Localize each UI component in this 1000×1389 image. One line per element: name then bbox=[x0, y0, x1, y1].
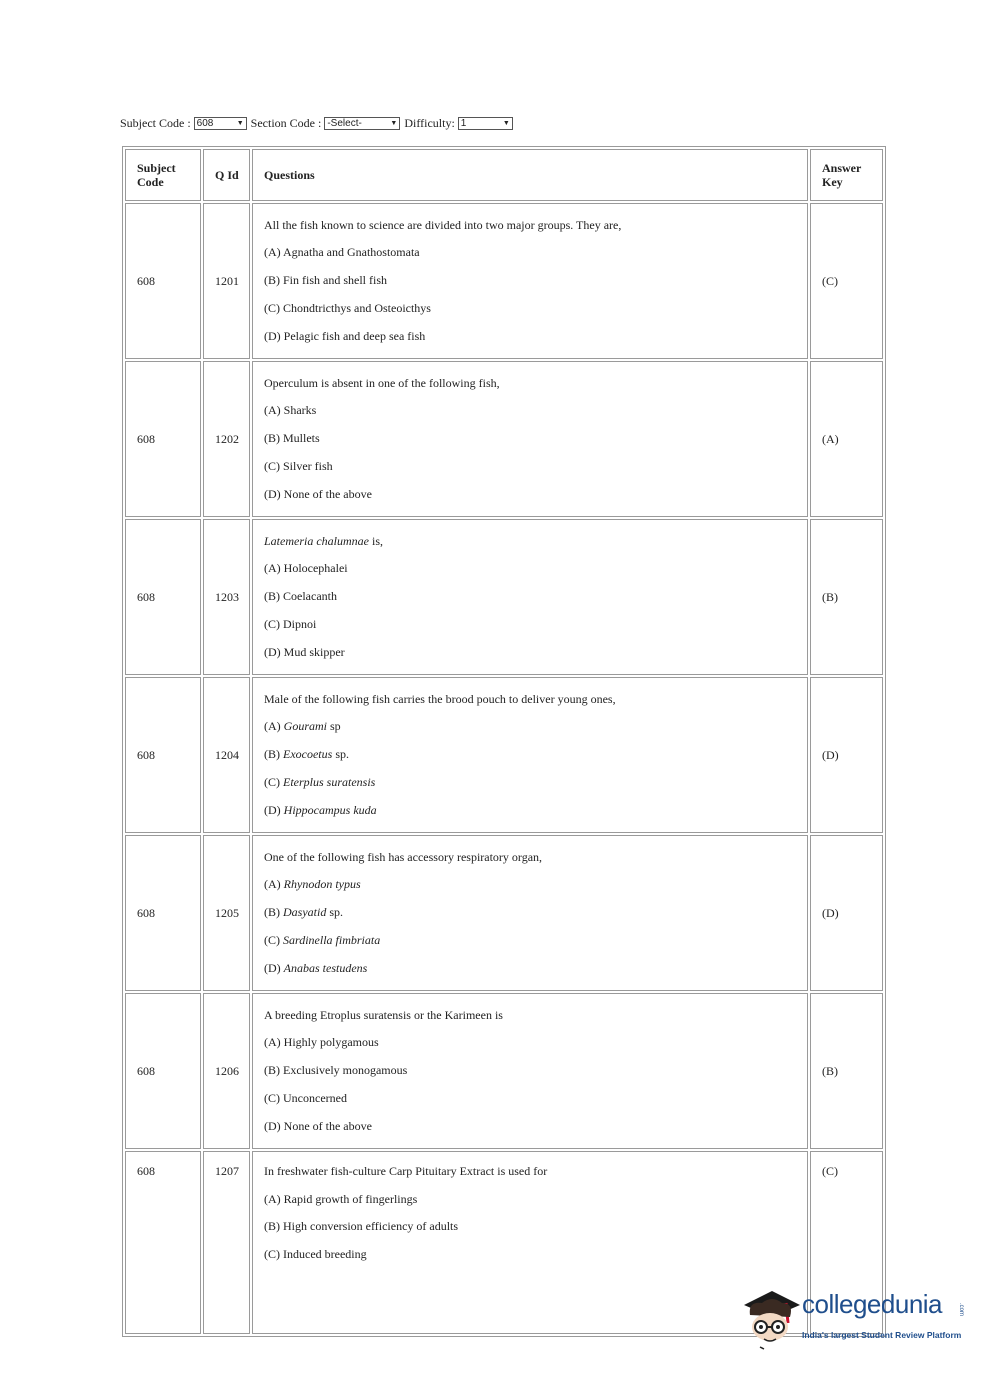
difficulty-value: 1 bbox=[460, 118, 467, 129]
species-name: Anabas testudens bbox=[283, 960, 368, 975]
cell-answer-key: (C) bbox=[810, 1151, 883, 1334]
option: (A) Rapid growth of fingerlings bbox=[264, 1191, 418, 1206]
species-name: Dasyatid bbox=[283, 905, 327, 920]
species-name: Exocoetus bbox=[283, 747, 333, 762]
question-text-rest: is, bbox=[368, 533, 383, 548]
option bbox=[264, 713, 807, 741]
cell-subject-code: 608 bbox=[125, 993, 201, 1149]
species-name: Sardinella fimbriata bbox=[283, 932, 381, 947]
option: (A) Highly polygamous bbox=[264, 1035, 379, 1050]
filter-bar bbox=[120, 116, 517, 131]
section-code-select[interactable] bbox=[324, 117, 400, 130]
brand-name: collegedunia bbox=[802, 1289, 943, 1319]
question-text bbox=[264, 528, 807, 556]
option: (B) High conversion efficiency of adults bbox=[264, 1219, 459, 1234]
option-prefix: (D) bbox=[264, 802, 284, 817]
cell-answer-key: (D) bbox=[810, 677, 883, 833]
table-row bbox=[125, 519, 883, 675]
cell-question bbox=[252, 519, 808, 675]
question-text: Male of the following fish carries the brood pouch to deliver young ones, bbox=[264, 691, 616, 706]
option bbox=[264, 769, 807, 797]
cell-subject-code: 608 bbox=[125, 203, 201, 359]
cell-answer-key: (D) bbox=[810, 835, 883, 991]
option: (A) Holocephalei bbox=[264, 561, 348, 576]
cell-q-id: 1206 bbox=[203, 993, 250, 1149]
section-code-label: Section Code : bbox=[250, 116, 322, 130]
option bbox=[264, 871, 807, 899]
option: (D) Mud skipper bbox=[264, 644, 345, 659]
option: (C) Unconcerned bbox=[264, 1090, 347, 1105]
option bbox=[264, 955, 807, 983]
cell-question bbox=[252, 677, 808, 833]
option: (D) Pelagic fish and deep sea fish bbox=[264, 328, 426, 343]
brand-domain: .com bbox=[958, 1303, 964, 1317]
cell-q-id: 1205 bbox=[203, 835, 250, 991]
option-suffix: sp. bbox=[332, 747, 349, 762]
difficulty-select[interactable] bbox=[458, 117, 513, 130]
option: (B) Exclusively monogamous bbox=[264, 1063, 408, 1078]
table-row bbox=[125, 677, 883, 833]
option: (C) Induced breeding bbox=[264, 1247, 367, 1262]
option-suffix: sp bbox=[327, 719, 341, 734]
question-text: One of the following fish has accessory respiratory organ, bbox=[264, 849, 543, 864]
subject-code-label: Subject Code : bbox=[120, 116, 191, 130]
table-row bbox=[125, 835, 883, 991]
cell-answer-key: (B) bbox=[810, 519, 883, 675]
cell-subject-code: 608 bbox=[125, 519, 201, 675]
option: (A) Sharks bbox=[264, 403, 317, 418]
option: (C) Chondtricthys and Osteoicthys bbox=[264, 300, 431, 315]
chevron-down-icon: ▼ bbox=[502, 120, 510, 127]
option: (B) Coelacanth bbox=[264, 589, 337, 604]
option: (B) Fin fish and shell fish bbox=[264, 273, 387, 288]
cell-q-id: 1201 bbox=[203, 203, 250, 359]
cell-question bbox=[252, 203, 808, 359]
question-text: In freshwater fish-culture Carp Pituitary Extract is used for bbox=[264, 1164, 548, 1178]
cell-question bbox=[252, 1151, 808, 1334]
cell-question bbox=[252, 361, 808, 517]
cell-answer-key: (A) bbox=[810, 361, 883, 517]
chevron-down-icon: ▼ bbox=[390, 120, 398, 127]
species-name: Gourami bbox=[283, 719, 328, 734]
species-name: Hippocampus kuda bbox=[283, 802, 377, 817]
subject-code-value: 608 bbox=[196, 118, 214, 129]
cell-q-id: 1207 bbox=[203, 1151, 250, 1334]
species-name: Rhynodon typus bbox=[283, 877, 361, 892]
question-table-container bbox=[122, 146, 886, 1262]
chevron-down-icon: ▼ bbox=[236, 120, 244, 127]
header-answer-key: Answer Key bbox=[810, 149, 883, 201]
question-table bbox=[122, 146, 886, 1337]
cell-q-id: 1204 bbox=[203, 677, 250, 833]
option bbox=[264, 797, 807, 825]
difficulty-label: Difficulty: bbox=[404, 116, 455, 130]
cell-subject-code: 608 bbox=[125, 361, 201, 517]
cell-answer-key: (C) bbox=[810, 203, 883, 359]
option-suffix: sp. bbox=[326, 905, 344, 920]
option: (C) Dipnoi bbox=[264, 616, 317, 631]
table-row bbox=[125, 361, 883, 517]
option-prefix: (D) bbox=[264, 960, 284, 975]
species-name: Eterplus suratensis bbox=[283, 774, 376, 789]
cell-q-id: 1202 bbox=[203, 361, 250, 517]
question-text: All the fish known to science are divided into two major groups. They are, bbox=[264, 217, 622, 232]
cell-answer-key: (B) bbox=[810, 993, 883, 1149]
option: (D) None of the above bbox=[264, 1118, 372, 1133]
table-row bbox=[125, 203, 883, 359]
header-q-id: Q Id bbox=[203, 149, 250, 201]
option-prefix: (A) bbox=[264, 719, 284, 734]
option: (A) Agnatha and Gnathostomata bbox=[264, 245, 420, 260]
subject-code-select[interactable] bbox=[194, 117, 247, 130]
cell-subject-code: 608 bbox=[125, 835, 201, 991]
species-name: Latemeria chalumnae bbox=[264, 533, 369, 548]
section-code-value: -Select- bbox=[327, 118, 362, 129]
collegedunia-logo bbox=[742, 1283, 972, 1353]
cell-question bbox=[252, 835, 808, 991]
cell-question bbox=[252, 993, 808, 1149]
option bbox=[264, 899, 807, 927]
option bbox=[264, 741, 807, 769]
option-prefix: (C) bbox=[264, 932, 283, 947]
option bbox=[264, 927, 807, 955]
brand-tagline: India's largest Student Review Platform bbox=[802, 1330, 962, 1340]
cell-subject-code: 608 bbox=[125, 677, 201, 833]
option: (D) None of the above bbox=[264, 486, 372, 501]
header-subject-code: Subject Code bbox=[125, 149, 201, 201]
option-prefix: (B) bbox=[264, 747, 283, 762]
table-row bbox=[125, 993, 883, 1149]
mascot-icon bbox=[742, 1283, 802, 1353]
option-prefix: (B) bbox=[264, 905, 283, 920]
question-text: A breeding Etroplus suratensis or the Karimeen is bbox=[264, 1007, 503, 1022]
option: (C) Silver fish bbox=[264, 458, 333, 473]
option: (B) Mullets bbox=[264, 431, 320, 446]
header-questions: Questions bbox=[252, 149, 808, 201]
table-header-row bbox=[125, 149, 883, 201]
question-text: Operculum is absent in one of the following fish, bbox=[264, 375, 500, 390]
option-prefix: (C) bbox=[264, 774, 283, 789]
option-prefix: (A) bbox=[264, 877, 284, 892]
cell-q-id: 1203 bbox=[203, 519, 250, 675]
cell-subject-code: 608 bbox=[125, 1151, 201, 1334]
